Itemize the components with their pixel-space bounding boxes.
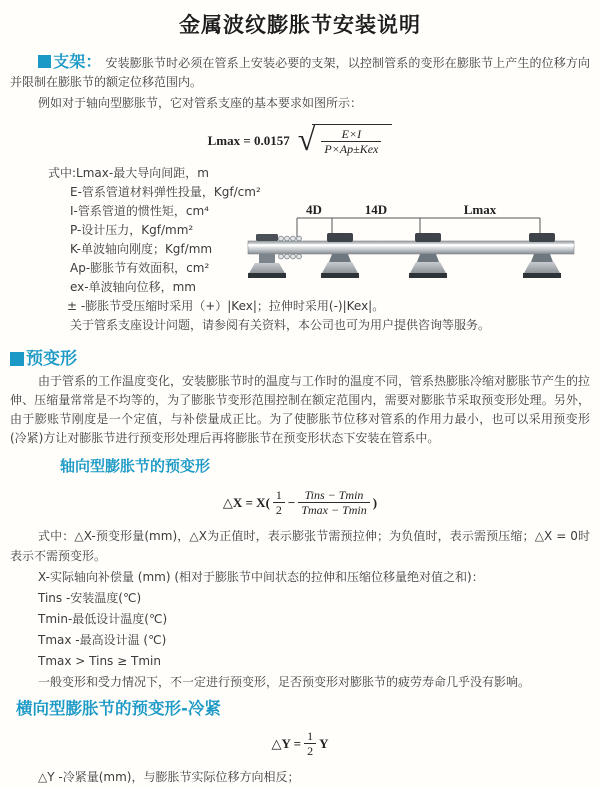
definition-line: ex-单波轴向位移，mm	[70, 280, 196, 294]
axial-notes-list	[10, 526, 590, 692]
support-intro-paragraph	[10, 52, 590, 92]
half-numerator: 1	[273, 488, 285, 503]
pipe-support	[523, 233, 561, 278]
formula-prefix: △X = X(	[222, 494, 270, 510]
axial-subsection-header: 轴向型膨胀节的预变形	[60, 457, 211, 475]
page-title: 金属波纹膨胀节安装说明	[179, 13, 421, 37]
formula-prefix: Lmax = 0.0157	[207, 132, 290, 148]
support-section-header: 支架：	[53, 52, 102, 71]
support-intro-text: 安装膨胀节时必须在管系上安装必要的支架，以控制管系的变形在膨胀节上产生的位移方向并限制在膨胀节的额定位移范围内。	[10, 56, 590, 89]
dim-label-4d: 4D	[306, 202, 322, 217]
preset-header-label: 预变形	[26, 349, 77, 369]
support-spacing-diagram	[242, 204, 594, 304]
formula-suffix: )	[372, 494, 378, 510]
consult-note: 关于管系支座设计问题，请参阅有关资料，本公司也可为用户提供咨询等服务。	[70, 318, 491, 332]
lateral-subsection-header: 横向型膨胀节的预变形-冷紧	[16, 699, 221, 718]
preset-section-header	[10, 349, 590, 369]
definition-line: P-设计压力，Kgf/mm²	[70, 223, 194, 237]
pm-note: ± -膨胀节受压缩时采用（+）|Kex|；拉伸时采用(-)|Kex|。	[67, 299, 385, 313]
axial-note-line: Tmax -最高设计温 (℃)	[38, 633, 167, 647]
half-denominator: 2	[307, 743, 314, 758]
axial-note-line: 式中：△X-预变形量(mm)，△X为正值时，表示膨张节需预拉伸；为负值时，表示需预压缩；△X = 0时表示不需预变形。	[10, 529, 590, 563]
formula-suffix: Y	[319, 735, 329, 751]
lateral-note: △Y -冷紧量(mm)，与膨胀节实际位移方向相反；	[38, 770, 300, 784]
definition-line: K-单波轴向刚度；Kgf/mm	[70, 242, 213, 256]
minus-sign: −	[287, 494, 296, 510]
lateral-formula	[10, 726, 590, 760]
pipe	[248, 241, 574, 254]
lmax-formula	[10, 120, 590, 160]
sqrt-radical	[297, 121, 393, 157]
axial-formula	[10, 484, 590, 520]
preset-paragraph: 由于管系的工作温度变化，安装膨胀节时的温度与工作时的温度不同，管系热膨胀冷缩对膨胀节产生的拉伸、压缩量常常是不均等的，为了膨胀节变形范围控制在额定范围内，需要对膨胀节采取预变形处理。另外，由于膨账节刚度是一个定值，与补偿量成正比。为了使膨胀节位移对管系的作用力最小，也可以采用预变形(冷紧)方让对膨胀节进行预变形处理后再将膨胀节在预变形状态下安装在管系中。	[10, 374, 591, 445]
section-square-icon	[38, 55, 51, 68]
section-square-icon	[10, 352, 24, 366]
definition-line: E-管系管道材料弹性投量，Kgf/cm²	[70, 185, 261, 199]
formula-denominator: P×Ap±Kex	[324, 142, 379, 156]
axial-note-line: Tmin-最低设计温度(℃)	[38, 612, 168, 626]
half-numerator: 1	[304, 729, 316, 744]
support-example-text: 例如对于轴向型膨胀节，它对管系支座的基本要求如图所示：	[38, 96, 363, 110]
radical-sign-icon: √	[297, 121, 316, 157]
pipe-support	[409, 233, 447, 278]
pipe-support	[321, 233, 359, 278]
half-denominator: 2	[275, 502, 282, 517]
document-page	[0, 12, 600, 784]
axial-note-line: X-实际轴向补偿量 (mm) (相对于膨胀节中间状态的拉伸和压缩位移量绝对值之和)：	[38, 570, 484, 584]
formula-denominator: Tmax − Tmin	[301, 502, 367, 517]
definition-line: 式中:Lmax-最大导向间距，m	[48, 166, 209, 180]
definition-line: Ap-膨胀节有效面积，cm²	[70, 261, 210, 275]
axial-note-line: Tmax > Tins ≥ Tmin	[38, 654, 161, 668]
formula-numerator: Tins − Tmin	[298, 488, 369, 503]
definition-line: I-管系管道的惯性矩，cm⁴	[70, 204, 209, 218]
formula-prefix: △Y =	[271, 735, 302, 751]
axial-note-line: 一般变形和受力情况下，不一定进行预变形，足否预变形对膨胀节的疲劳寿命几乎没有影响。	[38, 675, 531, 689]
formula-numerator: E×I	[321, 127, 381, 142]
axial-note-line: Tins -安装温度(℃)	[38, 591, 142, 605]
pipe-highlight	[248, 244, 574, 247]
dim-label-14d: 14D	[364, 202, 388, 217]
dim-label-lmax: Lmax	[463, 202, 497, 217]
